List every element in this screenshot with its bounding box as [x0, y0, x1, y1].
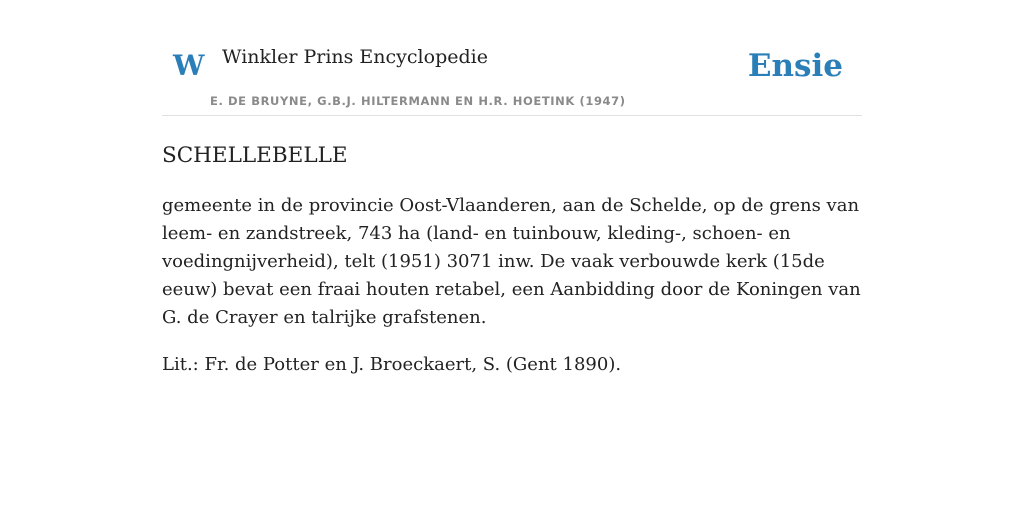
header [162, 0, 862, 116]
page [162, 0, 862, 379]
book-title[interactable]: Winkler Prins Encyclopedie [222, 46, 488, 68]
encyclopedia-logo[interactable]: W [173, 49, 205, 82]
ensie-logo-link[interactable]: Ensie [747, 48, 843, 84]
authors-line: E. DE BRUYNE, G.B.J. HILTERMANN EN H.R. HOETINK (1947) [210, 94, 626, 108]
entry-body: gemeente in de provincie Oost-Vlaanderen, aan de Schelde, op de grens van leem- en zandstreek, 743 ha (land- en tuinbouw, kleding-, schoen- en voedingnijverheid), telt (1951) 3071 inw. De vaak verbouwde kerk (15de eeuw) bevat een fraai houten retabel, een Aanbidding door de Koningen van G. de Crayer en talrijke grafstenen. [162, 194, 861, 328]
entry-literature: Lit.: Fr. de Potter en J. Broeckaert, S. (Gent 1890). [162, 353, 622, 375]
entry-title: SCHELLEBELLE [162, 143, 348, 168]
